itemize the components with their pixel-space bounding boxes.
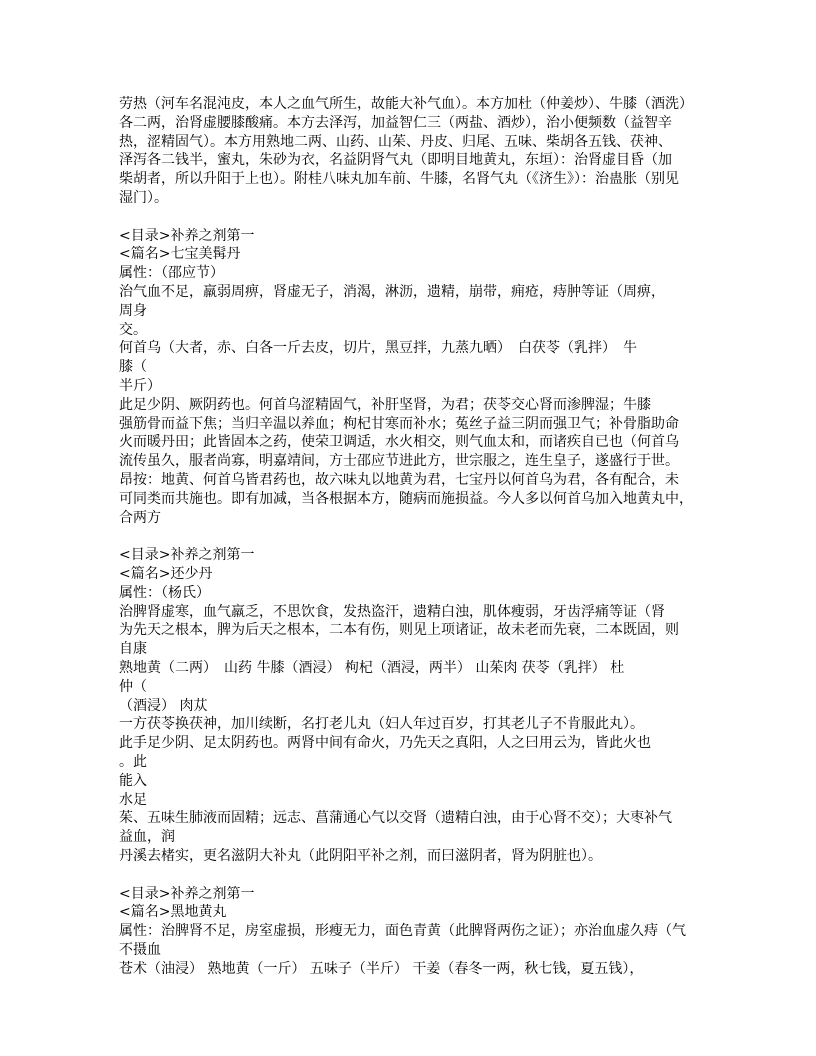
- text-line: 能入: [119, 772, 147, 789]
- text-line: <篇名>黑地黄丸: [119, 904, 227, 921]
- text-line: 半斤）: [119, 378, 161, 394]
- text-line: <目录>补养之剂第一: [119, 885, 255, 902]
- text-line: 水足: [119, 791, 147, 808]
- text-line: 属性：（邵应节）: [119, 265, 224, 282]
- text-line: 仲（: [119, 678, 147, 695]
- text-line: 膝（: [119, 359, 147, 376]
- text-line: 昂按：地黄、何首乌皆君药也，故六味丸以地黄为君，七宝丹以何首乌为君，各有配合，未: [119, 472, 679, 488]
- text-line: 各二两，治肾虚腰膝酸痛。本方去泽泻，加益智仁三（两盐、酒炒），治小便频数（益智辛: [119, 114, 672, 131]
- text-line: 劳热（河车名混沌皮，本人之血气所生，故能大补气血）。本方加杜（仲姜炒）、牛膝（酒洗）: [119, 96, 693, 112]
- text-line: 属性：治脾肾不足，房室虚损，形瘦无力，面色青黄（此脾肾两伤之证）；亦治血虚久痔（气: [119, 923, 686, 940]
- text-line: 此足少阴、厥阴药也。何首乌涩精固气，补肝坚肾，为君；茯苓交心肾而渗脾湿；牛膝: [119, 396, 651, 413]
- text-line: 自康: [119, 641, 147, 658]
- text-line: <目录>补养之剂第一: [119, 547, 255, 564]
- text-line: <目录>补养之剂第一: [119, 227, 255, 244]
- text-line: 强筋骨而益下焦；当归辛温以养血；枸杞甘寒而补水；菟丝子益三阴而强卫气；补骨脂助命: [119, 415, 679, 432]
- text-line: 此手足少阴、足太阴药也。两肾中间有命火，乃先天之真阳，人之曰用云为，皆此火也: [119, 735, 651, 752]
- text-line: <篇名>七宝美髯丹: [119, 246, 241, 263]
- text-line: 流传虽久，服者尚寡，明嘉靖间，方士邵应节进此方，世宗服之，连生皇子，遂盛行于世。: [119, 453, 679, 470]
- text-line: 火而暖丹田；此皆固本之药，使荣卫调适，水火相交，则气血太和，而诸疾自已也（何首乌: [119, 434, 679, 451]
- text-line: 熟地黄（二两） 山药 牛膝（酒浸） 枸杞（酒浸，两半） 山茱肉 茯苓（乳拌） 杜: [119, 660, 625, 676]
- text-line: 益血，润: [119, 829, 175, 846]
- text-line: （酒浸） 肉苁: [119, 697, 208, 714]
- text-line: 泽泻各二钱半，蜜丸，朱砂为衣，名益阴肾气丸（即明目地黄丸，东垣）：治肾虚目昏（加: [119, 152, 672, 169]
- text-line: 苍术（油浸） 熟地黄（一斤） 五味子（半斤） 干姜（春冬一两，秋七钱，夏五钱），: [119, 960, 644, 977]
- text-line: 治气血不足，羸弱周痹，肾虚无子，消渴，淋沥，遗精，崩带，痈疮，痔肿等证（周痹，: [119, 284, 665, 300]
- text-line: 。此: [119, 754, 147, 770]
- text-line: 一方茯苓换茯神，加川续断，名打老儿丸（妇人年过百岁，打其老儿子不肯服此丸）。: [119, 716, 644, 733]
- text-line: 为先天之根本，脾为后天之根本，二本有伤，则见上项诸证，故未老而先衰，二本既固，则: [119, 622, 679, 639]
- text-line: 治脾肾虚寒，血气羸乏，不思饮食，发热盗汗，遗精白浊，肌体瘦弱，牙齿浮痛等证（肾: [119, 603, 665, 620]
- text-line: 周身: [119, 302, 147, 319]
- text-line: 可同类而共施也。即有加减，当各根据本方，随病而施损益。今人多以何首乌加入地黄丸中，: [119, 490, 693, 507]
- text-line: 何首乌（大者，赤、白各一斤去皮，切片，黑豆拌，九蒸九晒） 白茯苓（乳拌） 牛: [119, 340, 637, 357]
- text-line: 交。: [119, 321, 147, 338]
- text-line: 丹溪去楮实，更名滋阴大补丸（此阴阳平补之剂，而曰滋阴者，肾为阴脏也）。: [119, 848, 602, 864]
- text-line: <篇名>还少丹: [119, 566, 213, 582]
- text-line: 不摄血: [119, 942, 161, 958]
- text-line: 柴胡者，所以升阳于上也）。附桂八味丸加车前、牛膝，名肾气丸（《济生》）：治蛊胀（别见: [119, 171, 679, 188]
- text-line: 茱、五味生肺液而固精；远志、菖蒲通心气以交肾（遗精白浊，由于心肾不交）；大枣补气: [119, 810, 672, 827]
- text-line: 属性：（杨氏）: [119, 584, 210, 601]
- text-line: 合两方: [119, 509, 161, 526]
- text-line: 湿门）。: [119, 190, 168, 206]
- text-line: 热，涩精固气）。本方用熟地二两、山药、山茱、丹皮、归尾、五味、柴胡各五钱、茯神、: [119, 133, 672, 150]
